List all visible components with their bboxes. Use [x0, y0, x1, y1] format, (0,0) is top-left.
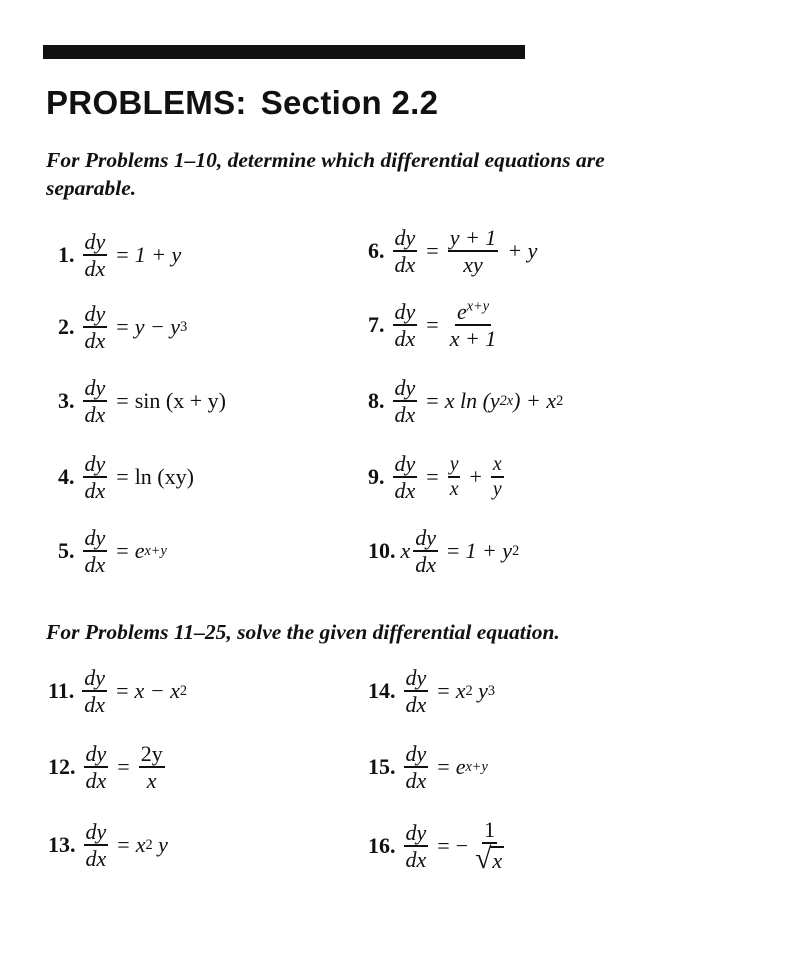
- problem-number: 4.: [58, 464, 75, 490]
- numerator: dy: [413, 526, 438, 552]
- denominator: dx: [85, 768, 107, 794]
- numerator: y + 1: [448, 226, 499, 252]
- right-hand-side: sin (x + y): [134, 388, 226, 414]
- derivative-dy-dx: [83, 376, 108, 426]
- fraction-y-over-x: [448, 454, 461, 500]
- numerator: dy: [83, 302, 108, 328]
- exponent: x+y: [466, 298, 490, 315]
- numerator: dy: [82, 666, 107, 692]
- numerator: dy: [393, 452, 418, 478]
- numerator: dy: [83, 376, 108, 402]
- right-hand-side: y − y: [134, 314, 181, 340]
- problem-number: 8.: [368, 388, 385, 414]
- derivative-dy-dx: [84, 820, 109, 870]
- denominator: dx: [84, 692, 106, 718]
- plus-sign: +: [469, 464, 482, 490]
- numerator: dy: [393, 300, 418, 326]
- problem-number: 5.: [58, 538, 75, 564]
- problem-14: 14. $\frac{dy}{dx}$ = x 2 y 3: [368, 665, 496, 718]
- problem-number: 7.: [368, 312, 385, 338]
- problem-number: 3.: [58, 388, 75, 414]
- numerator: dy: [404, 666, 429, 692]
- denominator: dx: [85, 846, 107, 872]
- problem-10: 10. x $\frac{dy}{dx}$ = 1 + y 2: [368, 525, 520, 578]
- equals-sign: =: [426, 388, 439, 414]
- numerator: 1: [482, 818, 497, 844]
- leading-factor: x: [400, 538, 411, 564]
- exponent-a: 2x: [499, 393, 514, 410]
- right-hand-side-tail: + y: [507, 238, 538, 264]
- denominator: dx: [405, 847, 427, 873]
- problem-number: 9.: [368, 464, 385, 490]
- derivative-dy-dx: [82, 666, 107, 716]
- denominator: x + 1: [449, 326, 497, 352]
- numerator: dy: [84, 742, 109, 768]
- exponent: x+y: [465, 759, 488, 776]
- derivative-dy-dx: [404, 742, 429, 792]
- problem-number: 2.: [58, 314, 75, 340]
- derivative-dy-dx: [84, 742, 109, 792]
- denominator: dx: [394, 252, 416, 278]
- problem-8: 8. $\frac{dy}{dx}$ = x ln (y 2x ) + x 2: [368, 375, 564, 428]
- denominator: dx: [84, 402, 106, 428]
- denominator: dx: [405, 768, 427, 794]
- denominator: dx: [394, 478, 416, 504]
- derivative-dy-dx: [404, 821, 429, 871]
- numerator: dy: [83, 526, 108, 552]
- numerator: 2y: [139, 742, 165, 768]
- derivative-dy-dx: [404, 666, 429, 716]
- equals-sign: =: [437, 678, 450, 704]
- rhs-base-b: y: [478, 678, 488, 704]
- equals-sign: =: [426, 312, 439, 338]
- exponent: x+y: [144, 543, 167, 560]
- derivative-dy-dx: [413, 526, 438, 576]
- equals-sign: =: [116, 314, 129, 340]
- derivative-dy-dx: [393, 300, 418, 350]
- numerator: dy: [404, 742, 429, 768]
- derivative-dy-dx: [393, 376, 418, 426]
- problem-11: 11. $\frac{dy}{dx}$ = x − x 2: [48, 665, 188, 718]
- problem-5: [58, 526, 167, 576]
- problem-number: 10.: [368, 538, 396, 564]
- minus-sign: −: [455, 833, 469, 859]
- exponential-base: e: [456, 299, 467, 324]
- denominator: x: [449, 478, 459, 501]
- equals-sign: =: [116, 388, 129, 414]
- equals-sign: =: [117, 754, 130, 780]
- fraction-x-over-y: [491, 454, 504, 500]
- exponential-base: e: [455, 754, 466, 780]
- numerator: dy: [83, 230, 108, 256]
- denominator: dx: [84, 328, 106, 354]
- rhs-base: x: [135, 832, 146, 858]
- radical-sign: √: [475, 843, 492, 876]
- problem-number: 15.: [368, 754, 396, 780]
- numerator: dy: [393, 226, 418, 252]
- problem-4: [58, 452, 194, 502]
- problem-12: [48, 742, 168, 792]
- denominator: dx: [394, 326, 416, 352]
- right-hand-side: ln (xy): [134, 464, 194, 490]
- denominator: dx: [394, 402, 416, 428]
- fraction: [139, 742, 165, 792]
- equals-sign: =: [117, 832, 130, 858]
- fraction: [448, 226, 499, 276]
- denominator: y: [492, 478, 502, 501]
- header-rule: [43, 45, 525, 59]
- instructions-line-2: separable.: [46, 176, 137, 200]
- problem-1: [58, 230, 181, 280]
- problem-15: [368, 742, 488, 792]
- instructions-separable: [46, 146, 791, 202]
- equals-sign: =: [116, 464, 129, 490]
- section-label: Section 2.2: [260, 84, 439, 121]
- problem-9: [368, 452, 507, 502]
- problem-number: 11.: [48, 678, 75, 704]
- denominator: x: [146, 768, 157, 794]
- right-hand-side: 1 + y: [134, 242, 182, 268]
- problem-3: [58, 376, 226, 426]
- right-hand-side: x − x: [134, 678, 180, 704]
- instructions-solve: For Problems 11–25, solve the given differential equation.: [46, 620, 560, 644]
- denominator: dx: [84, 552, 106, 578]
- fraction: [473, 818, 506, 875]
- rhs-part-a: x ln (y: [444, 388, 500, 414]
- derivative-dy-dx: [393, 226, 418, 276]
- denominator: dx: [84, 478, 106, 504]
- equals-sign: =: [447, 538, 460, 564]
- square-root: [473, 844, 506, 875]
- radicand: x: [492, 848, 503, 874]
- equals-sign: =: [437, 833, 450, 859]
- rhs-factor: y: [158, 832, 168, 858]
- derivative-dy-dx: [393, 452, 418, 502]
- page-title: [46, 84, 438, 122]
- numerator: dy: [84, 820, 109, 846]
- numerator: dy: [404, 821, 429, 847]
- derivative-dy-dx: [83, 526, 108, 576]
- denominator: xy: [463, 252, 483, 278]
- instructions-line-1: For Problems 1–10, determine which differential equations are: [46, 148, 605, 172]
- equals-sign: =: [437, 754, 450, 780]
- problem-2: 2. $\frac{dy}{dx}$ = y − y 3: [58, 301, 188, 354]
- denominator: dx: [405, 692, 427, 718]
- problem-13: 13. $\frac{dy}{dx}$ = x 2 y: [48, 819, 168, 872]
- numerator: dy: [83, 452, 108, 478]
- fraction: [448, 300, 499, 350]
- problem-number: 6.: [368, 238, 385, 264]
- equals-sign: =: [116, 538, 129, 564]
- derivative-dy-dx: [83, 230, 108, 280]
- rhs-base-a: x: [455, 678, 466, 704]
- problems-label: PROBLEMS:: [46, 84, 247, 121]
- numerator: dy: [393, 376, 418, 402]
- problem-7: [368, 300, 501, 350]
- numerator: [455, 300, 491, 326]
- problem-number: 14.: [368, 678, 396, 704]
- problem-number: 1.: [58, 242, 75, 268]
- problem-number: 16.: [368, 833, 396, 859]
- problem-6: [368, 226, 537, 276]
- equals-sign: =: [116, 678, 129, 704]
- equals-sign: =: [426, 238, 439, 264]
- equals-sign: =: [426, 464, 439, 490]
- denominator: dx: [415, 552, 437, 578]
- problem-16: [368, 818, 509, 875]
- numerator: y: [448, 454, 461, 478]
- denominator: dx: [84, 256, 106, 282]
- problem-number: 12.: [48, 754, 76, 780]
- right-hand-side: 1 + y: [465, 538, 513, 564]
- exponential-base: e: [134, 538, 145, 564]
- derivative-dy-dx: [83, 452, 108, 502]
- equals-sign: =: [116, 242, 129, 268]
- numerator: x: [491, 454, 504, 478]
- rhs-part-b: ) + x: [513, 388, 557, 414]
- problem-number: 13.: [48, 832, 76, 858]
- derivative-dy-dx: [83, 302, 108, 352]
